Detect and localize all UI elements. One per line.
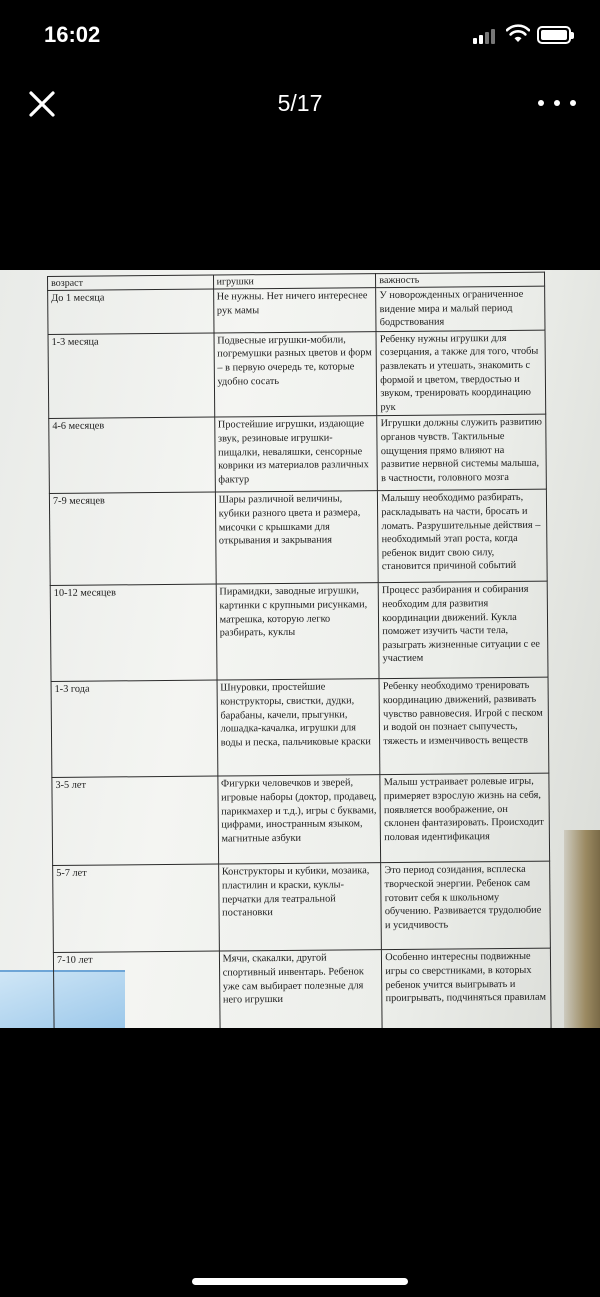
status-bar [0, 0, 600, 70]
importance-cell: Малышу необходимо разбирать, раскладывать на части, бросать и ломать. Разрушительные действия – необходимый этап роста, когда ребенок видит свою силу, становится причиной событий [378, 489, 548, 582]
toys-cell: Фигурки человечков и зверей, игровые наборы (доктор, продавец, парикмахер и т.д.), игры с буквами, цифрами, иностранным языком, магнитные азбуки [217, 775, 380, 864]
age-cell: До 1 месяца [48, 289, 214, 334]
table-row [48, 330, 546, 419]
table-row [49, 489, 547, 585]
column-header-toys: игрушки [213, 274, 376, 289]
table-row [53, 861, 551, 952]
table-row [52, 773, 550, 865]
table-row [51, 677, 549, 777]
toys-cell: Пирамидки, заводные игрушки, картинки с крупными рисунками, матрешка, которую легко разбирать, куклы [216, 583, 380, 680]
home-indicator[interactable] [192, 1278, 408, 1285]
column-header-age: возраст [48, 275, 214, 290]
battery-icon [537, 26, 571, 44]
column-header-importance: важность [376, 272, 545, 287]
toys-cell: Мячи, скакалки, другой спортивный инвентарь. Ребенок уже сам выбирает полезные для него игрушки [219, 950, 382, 1028]
nav-bar [0, 70, 600, 134]
importance-cell: У новорожденных ограниченное видение мира и малый период бодрствования [376, 286, 545, 331]
importance-cell: Ребенку нужны игрушки для созерцания, а также для того, чтобы развлекать и утешать, знакомить с формой и цветом, твердостью и звуком, тренировать координацию рук [376, 330, 545, 416]
age-cell: 10-12 месяцев [50, 584, 216, 681]
importance-cell: Ребенку необходимо тренировать координацию движений, развивать чувство равновесия. Игрой с песком и водой он познает сыпучесть, тяжесть и изменчивость веществ [379, 677, 549, 774]
table-row [48, 286, 545, 334]
page-counter: 5/17 [277, 90, 323, 116]
age-cell: 5-7 лет [53, 864, 219, 952]
age-cell: 1-3 года [51, 680, 217, 777]
toys-cell: Шнуровки, простейшие конструкторы, свистки, дудки, барабаны, качели, прыгунки, лошадка-качалка, игрушки для воды и песка, пальчиковые краски [217, 679, 381, 776]
importance-cell: Игрушки должны служить развитию органов чувств. Тактильные ощущения прямо влияют на развитие нервной системы малыша, в частности, головного мозга [377, 414, 546, 490]
more-icon[interactable] [538, 96, 576, 110]
toys-by-age-table [47, 272, 552, 1028]
age-cell: 7-10 лет [53, 951, 219, 1028]
cellular-signal-icon [473, 28, 497, 44]
table-row [50, 581, 548, 681]
importance-cell: Малыш устраивает ролевые игры, примеряет взрослую жизнь на себя, появляется воображение, он склонен фантазировать. Происходит половая идентификация [380, 773, 549, 862]
toys-cell: Шары различной величины, кубики разного цвета и размера, мисочки с крышками для открывания и закрывания [215, 491, 378, 584]
table-row [53, 948, 551, 1028]
toys-cell: Простейшие игрушки, издающие звук, резиновые игрушки-пищалки, неваляшки, сенсорные коврики из материалов различных фактур [214, 416, 377, 492]
wifi-icon [506, 24, 530, 44]
importance-cell: Особенно интересны подвижные игры со сверстниками, в которых ребенок учится выигрывать и проигрывать, подчиняться правилам [382, 948, 551, 1028]
importance-cell: Процесс разбирания и собирания необходим для развития координации движений. Кукла поможет изучить части тела, разыграть жизненные ситуации с ее участием [378, 581, 548, 678]
age-cell: 7-9 месяцев [49, 492, 215, 585]
table-row [49, 414, 547, 493]
age-cell: 3-5 лет [52, 776, 218, 865]
document-photo[interactable] [0, 270, 600, 1028]
age-cell: 1-3 месяца [48, 333, 214, 419]
status-time: 16:02 [44, 22, 101, 47]
importance-cell: Это период созидания, всплеска творческой энергии. Ребенок сам готовит себя к школьному обучению. Развивается трудолюбие и усидчивость [381, 861, 550, 949]
toys-cell: Подвесные игрушки-мобили, погремушки разных цветов и форм – в первую очередь те, которые удобно сосать [214, 331, 377, 417]
toys-cell: Не нужны. Нет ничего интереснее рук мамы [213, 288, 376, 333]
photo-background-object [564, 830, 600, 1028]
age-cell: 4-6 месяцев [49, 417, 215, 493]
toys-cell: Конструкторы и кубики, мозаика, пластилин и краски, куклы-перчатки для театральной постановки [218, 863, 381, 951]
